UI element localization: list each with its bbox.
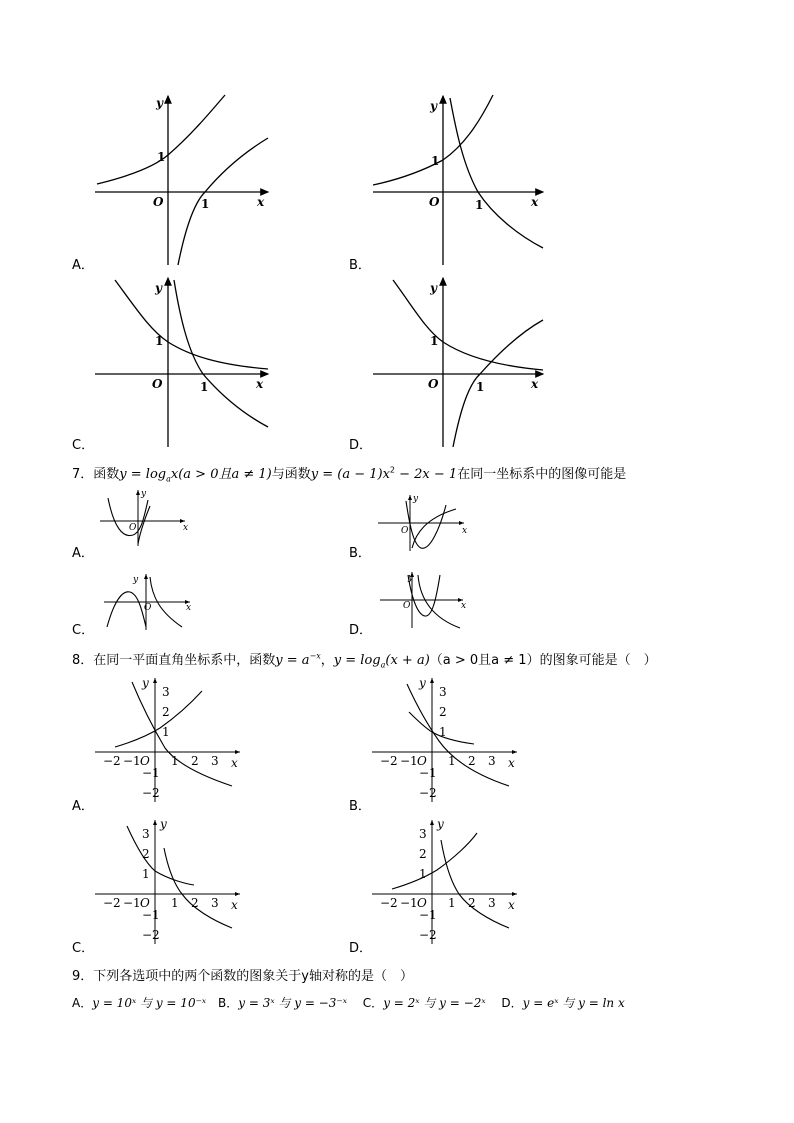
- exp-curve: [115, 280, 268, 369]
- y-one-label: 1: [431, 154, 440, 168]
- tick-x-3: 3: [211, 754, 219, 768]
- tick-x-2: 2: [191, 896, 199, 910]
- exponent: −x: [309, 651, 321, 661]
- y-label: y: [419, 676, 426, 690]
- x-label: x: [231, 756, 238, 770]
- q9-option-b[interactable]: [218, 996, 347, 1010]
- tick-x-3: 3: [488, 754, 496, 768]
- tick-y-neg2: −2: [419, 786, 437, 800]
- q8-graph-a: [92, 676, 247, 804]
- q7-graph-a: [98, 488, 193, 548]
- q7-graph-d: [378, 570, 473, 630]
- y-label: y: [155, 281, 162, 295]
- exp-curve: [127, 826, 194, 885]
- question-text: 下列各选项中的两个函数的图象关于y轴对称的是（ ）: [93, 969, 413, 984]
- q7-option-c[interactable]: C．: [72, 623, 95, 638]
- tick-y-neg1: −1: [142, 766, 160, 780]
- y-label: y: [133, 575, 139, 585]
- q6-graph-d: [368, 272, 558, 452]
- q8-option-c[interactable]: C．: [72, 941, 95, 956]
- q9-option-c[interactable]: [363, 996, 486, 1010]
- tick-x-1: 1: [448, 754, 456, 768]
- x-label: x: [186, 603, 192, 613]
- tick-y-neg1: −1: [142, 908, 160, 922]
- tick-y-2: 2: [162, 705, 170, 719]
- origin-label: O: [403, 601, 411, 611]
- x-label: x: [231, 898, 238, 912]
- q9-options-row: [72, 994, 625, 1011]
- tick-x-3: 3: [211, 896, 219, 910]
- tick-y-3: 3: [162, 685, 170, 699]
- q6-option-a[interactable]: A．: [72, 258, 94, 273]
- x-label: x: [257, 195, 265, 209]
- x-one-label: 1: [475, 198, 484, 212]
- tick-y-2: 2: [142, 847, 150, 861]
- y-label: y: [142, 676, 149, 690]
- question-text: 在同一平面直角坐标系中，函数: [93, 653, 276, 668]
- q8-graph-c: [92, 818, 247, 946]
- tick-x-neg2: −2: [103, 754, 121, 768]
- tick-y-3: 3: [439, 685, 447, 699]
- origin-label: O: [428, 377, 439, 391]
- question-number: 9．: [72, 969, 94, 984]
- tick-x-2: 2: [468, 754, 476, 768]
- question-8: [72, 649, 657, 670]
- log-curve: [453, 320, 543, 447]
- question-text: 函数: [93, 467, 120, 482]
- condition: （a > 0且a ≠ 1）: [429, 653, 540, 668]
- tick-y-3: 3: [142, 827, 150, 841]
- y-label: y: [430, 281, 437, 295]
- option-letter: D．: [501, 996, 523, 1010]
- formula-exp: y = a: [275, 653, 310, 668]
- tick-y-3: 3: [419, 827, 427, 841]
- q6-graph-a: [90, 90, 280, 270]
- origin-label: O: [417, 896, 427, 910]
- y-one-label: 1: [157, 150, 166, 164]
- q8-option-d[interactable]: D．: [349, 941, 373, 956]
- question-text: 的图象可能是（ ）: [539, 653, 657, 668]
- exponent: 2: [389, 465, 395, 475]
- q9-option-d[interactable]: [501, 996, 624, 1010]
- log-curve: [441, 840, 509, 928]
- q7-graph-c: [102, 572, 197, 632]
- tick-y-2: 2: [439, 705, 447, 719]
- origin-label: O: [129, 523, 137, 533]
- log-curve: [174, 280, 268, 427]
- y-label: y: [437, 817, 444, 831]
- x-one-label: 1: [476, 380, 485, 394]
- log-base: a: [166, 474, 171, 484]
- separator: ，: [320, 653, 334, 668]
- q8-graph-d: [369, 818, 524, 946]
- q6-option-c[interactable]: C．: [72, 438, 95, 453]
- origin-label: O: [153, 195, 164, 209]
- tick-x-1: 1: [448, 896, 456, 910]
- option-content: y = eˣ 与 y = ln x: [522, 996, 625, 1010]
- tick-y-neg2: −2: [419, 928, 437, 942]
- option-content: y = 10ˣ 与 y = 10⁻ˣ: [92, 996, 207, 1010]
- tick-y-neg2: −2: [142, 928, 160, 942]
- origin-label: O: [429, 195, 440, 209]
- tick-y-1: 1: [439, 725, 447, 739]
- y-label: y: [413, 494, 419, 504]
- formula-log: y = log: [119, 467, 167, 482]
- q8-option-a[interactable]: A．: [72, 799, 94, 814]
- exp-curve: [393, 280, 543, 370]
- y-label: y: [141, 489, 147, 499]
- origin-label: O: [140, 754, 150, 768]
- tick-x-1: 1: [171, 896, 179, 910]
- option-content: y = 2ˣ 与 y = −2ˣ: [383, 996, 486, 1010]
- question-number: 8．: [72, 653, 94, 668]
- formula-quadratic: y = (a − 1)x: [310, 467, 390, 482]
- question-7: [72, 463, 626, 484]
- origin-label: O: [144, 603, 152, 613]
- tick-x-neg1: −1: [400, 896, 418, 910]
- formula-log-arg: (x + a): [385, 653, 430, 668]
- tick-y-1: 1: [162, 725, 170, 739]
- tick-x-3: 3: [488, 896, 496, 910]
- question-text: 与函数: [271, 467, 311, 482]
- q8-option-b[interactable]: B．: [349, 799, 371, 814]
- log-curve: [178, 138, 268, 265]
- tick-x-neg1: −1: [400, 754, 418, 768]
- q6-option-b[interactable]: B．: [349, 258, 371, 273]
- tick-x-neg2: −2: [103, 896, 121, 910]
- tick-y-neg1: −1: [419, 766, 437, 780]
- q9-option-a[interactable]: [72, 996, 206, 1010]
- x-one-label: 1: [200, 380, 209, 394]
- q6-graph-c: [90, 272, 280, 452]
- q7-option-a[interactable]: A．: [72, 546, 94, 561]
- x-label: x: [531, 195, 539, 209]
- y-one-label: 1: [155, 334, 164, 348]
- q7-graph-b: [376, 493, 471, 553]
- option-letter: B．: [218, 996, 239, 1010]
- formula-quadratic-rest: − 2x − 1: [395, 467, 458, 482]
- tick-y-1: 1: [419, 867, 427, 881]
- x-label: x: [508, 756, 515, 770]
- tick-x-neg2: −2: [380, 896, 398, 910]
- question-text: 在同一坐标系中的图像可能是: [457, 467, 627, 482]
- x-one-label: 1: [201, 197, 210, 211]
- x-label: x: [462, 526, 468, 536]
- q6-graph-b: [368, 90, 558, 270]
- tick-y-2: 2: [419, 847, 427, 861]
- option-content: y = 3ˣ 与 y = −3⁻ˣ: [238, 996, 347, 1010]
- log-curve: [138, 506, 150, 544]
- tick-x-neg1: −1: [123, 896, 141, 910]
- q7-option-d[interactable]: D．: [349, 623, 373, 638]
- tick-x-2: 2: [468, 896, 476, 910]
- y-label: y: [430, 99, 437, 113]
- origin-label: O: [417, 754, 427, 768]
- formula-condition: x(a > 0且a ≠ 1): [170, 467, 272, 482]
- log-curve: [412, 509, 456, 548]
- option-letter: A．: [72, 996, 93, 1010]
- tick-x-neg2: −2: [380, 754, 398, 768]
- x-label: x: [531, 377, 539, 391]
- formula-log: y = log: [333, 653, 381, 668]
- tick-y-neg2: −2: [142, 786, 160, 800]
- q8-graph-b: [369, 676, 524, 804]
- x-label: x: [256, 377, 264, 391]
- x-label: x: [461, 601, 467, 611]
- parabola: [107, 592, 146, 627]
- origin-label: O: [152, 377, 163, 391]
- exp-curve: [392, 833, 477, 889]
- option-letter: C．: [362, 996, 384, 1010]
- q7-option-b[interactable]: B．: [349, 546, 371, 561]
- log-curve: [164, 848, 232, 928]
- question-number: 7．: [72, 467, 94, 482]
- tick-x-1: 1: [171, 754, 179, 768]
- y-label: y: [156, 96, 163, 110]
- x-label: x: [183, 523, 189, 533]
- y-label: y: [408, 573, 414, 583]
- origin-label: O: [140, 896, 150, 910]
- y-label: y: [160, 817, 167, 831]
- q6-option-d[interactable]: D．: [349, 438, 373, 453]
- log-base: a: [380, 660, 386, 670]
- tick-y-1: 1: [142, 867, 150, 881]
- exp-curve: [115, 691, 202, 747]
- question-9: [72, 965, 413, 984]
- tick-x-2: 2: [191, 754, 199, 768]
- tick-y-neg1: −1: [419, 908, 437, 922]
- x-label: x: [508, 898, 515, 912]
- tick-x-neg1: −1: [123, 754, 141, 768]
- log-curve: [450, 98, 543, 248]
- y-one-label: 1: [430, 334, 439, 348]
- origin-label: O: [401, 526, 409, 536]
